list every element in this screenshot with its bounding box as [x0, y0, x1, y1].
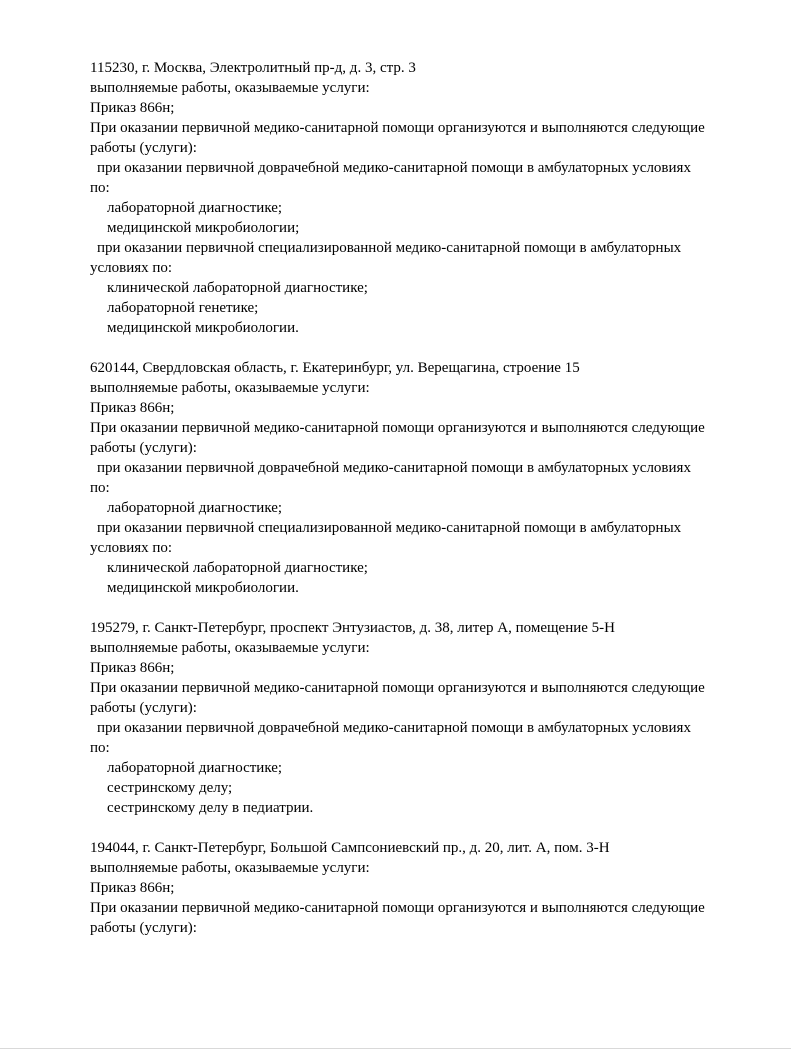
text-line: Приказ 866н; [90, 100, 175, 116]
text-line: при оказании первичной доврачебной медико-санитарной помощи в амбулаторных условиях [97, 160, 691, 176]
text-line: работы (услуги): [90, 920, 197, 936]
text-line: работы (услуги): [90, 140, 197, 156]
text-line: при оказании первичной доврачебной медико-санитарной помощи в амбулаторных условиях [97, 460, 691, 476]
text-line: При оказании первичной медико-санитарной помощи организуются и выполняются следующие [90, 900, 705, 916]
text-line: выполняемые работы, оказываемые услуги: [90, 640, 370, 656]
license-address-section [90, 58, 760, 338]
text-line: медицинской микробиологии. [107, 320, 299, 336]
license-works-document [90, 58, 760, 958]
text-line: Приказ 866н; [90, 660, 175, 676]
text-line: клинической лабораторной диагностике; [107, 560, 368, 576]
text-line: работы (услуги): [90, 700, 197, 716]
license-address-section [90, 838, 760, 938]
text-line: выполняемые работы, оказываемые услуги: [90, 380, 370, 396]
text-line: лабораторной диагностике; [107, 760, 283, 776]
text-line: сестринскому делу; [107, 780, 233, 796]
license-address-section [90, 618, 760, 818]
text-line: лабораторной диагностике; [107, 500, 283, 516]
text-line: лабораторной диагностике; [107, 200, 283, 216]
address-line: 195279, г. Санкт-Петербург, проспект Энтузиастов, д. 38, литер А, помещение 5-Н [90, 620, 615, 636]
text-line: по: [90, 180, 110, 196]
text-line: условиях по: [90, 540, 173, 556]
text-line: сестринскому делу в педиатрии. [107, 800, 314, 816]
text-line: выполняемые работы, оказываемые услуги: [90, 860, 370, 876]
address-line: 194044, г. Санкт-Петербург, Большой Сампсониевский пр., д. 20, лит. А, пом. 3-Н [90, 840, 610, 856]
text-line: по: [90, 740, 110, 756]
text-line: медицинской микробиологии. [107, 580, 299, 596]
text-line: При оказании первичной медико-санитарной помощи организуются и выполняются следующие [90, 680, 705, 696]
license-address-section [90, 358, 760, 598]
text-line: при оказании первичной специализированной медико-санитарной помощи в амбулаторных [97, 240, 682, 256]
text-line: медицинской микробиологии; [107, 220, 300, 236]
text-line: клинической лабораторной диагностике; [107, 280, 368, 296]
text-line: при оказании первичной специализированной медико-санитарной помощи в амбулаторных [97, 520, 682, 536]
text-line: При оказании первичной медико-санитарной помощи организуются и выполняются следующие [90, 120, 705, 136]
text-line: работы (услуги): [90, 440, 197, 456]
text-line: лабораторной генетике; [107, 300, 259, 316]
address-line: 115230, г. Москва, Электролитный пр-д, д. 3, стр. 3 [90, 60, 416, 76]
text-line: условиях по: [90, 260, 173, 276]
address-line: 620144, Свердловская область, г. Екатеринбург, ул. Верещагина, строение 15 [90, 360, 580, 376]
text-line: при оказании первичной доврачебной медико-санитарной помощи в амбулаторных условиях [97, 720, 691, 736]
bottom-divider-line [0, 1048, 791, 1049]
text-line: При оказании первичной медико-санитарной помощи организуются и выполняются следующие [90, 420, 705, 436]
text-line: Приказ 866н; [90, 400, 175, 416]
text-line: Приказ 866н; [90, 880, 175, 896]
text-line: выполняемые работы, оказываемые услуги: [90, 80, 370, 96]
text-line: по: [90, 480, 110, 496]
sections-root [90, 58, 760, 938]
